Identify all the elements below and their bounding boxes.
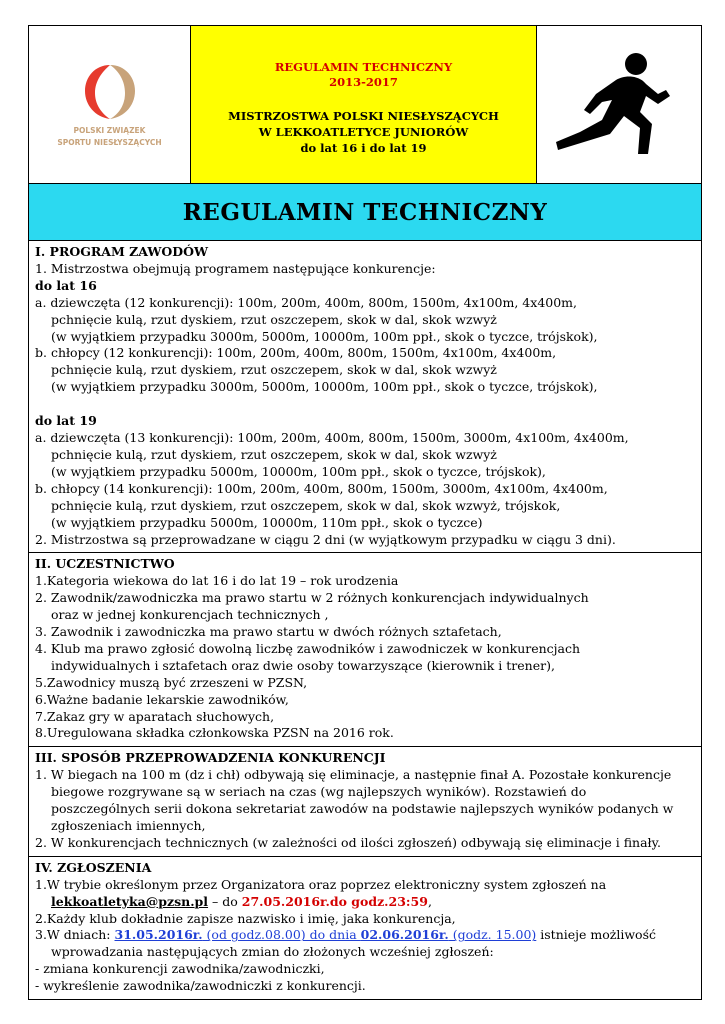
text-line: - zmiana konkurencji zawodnika/zawodniczki,	[35, 961, 325, 977]
text-line: biegowe rozgrywane są w seriach na czas (wg najlepszych wyników). Rozstawień do	[51, 784, 587, 800]
text-line: - wykreślenie zawodnika/zawodniczki z konkurencji.	[35, 978, 366, 994]
text-fragment: istnieje możliwość	[536, 927, 656, 943]
text-line: 1. W biegach na 100 m (dz i chł) odbywają się eliminacje, a następnie finał A. Pozostałe konkurencje	[35, 767, 672, 783]
text-line: 4. Klub ma prawo zgłosić dowolną liczbę zawodników i zawodniczek w konkurencjach	[35, 640, 581, 656]
header	[29, 26, 701, 184]
text-line: 2. W konkurencjach technicznych (w zależności od ilości zgłoszeń) odbywają się eliminacje i finały.	[35, 834, 661, 850]
section-participation	[29, 553, 701, 747]
text-line: b. chłopcy (12 konkurencji): 100m, 200m, 400m, 800m, 1500m, 4x100m, 4x400m,	[35, 345, 557, 361]
title-years: 2013-2017	[329, 75, 398, 89]
change-end-date: 02.06.2016r.	[360, 927, 449, 943]
entries-deadline: 27.05.2016r.do godz.23:59	[241, 893, 428, 909]
section-entries	[29, 857, 701, 999]
age-group-label: do lat 19	[35, 413, 97, 429]
text-line: 7.Zakaz gry w aparatach słuchowych,	[35, 708, 275, 724]
text-line: b. chłopcy (14 konkurencji): 100m, 200m, 400m, 800m, 1500m, 3000m, 4x100m, 4x400m,	[35, 480, 608, 496]
title-age-groups: do lat 16 i do lat 19	[300, 141, 427, 155]
text-line	[35, 927, 693, 944]
text-line: 1.Kategoria wiekowa do lat 16 i do lat 19 – rok urodzenia	[35, 573, 399, 589]
text-line: (w wyjątkiem przypadku 3000m, 5000m, 10000m, 100m ppł., skok o tyczce, trójskok),	[51, 328, 598, 344]
document-frame	[28, 25, 702, 1000]
text-line: 2.Każdy klub dokładnie zapisze nazwisko i imię, jaka konkurencja,	[35, 910, 456, 926]
logo-line-1: POLSKI ZWIĄZEK	[73, 125, 146, 135]
change-start-time: (od godz.08.00) do dnia	[202, 927, 361, 943]
text-line: (w wyjątkiem przypadku 5000m, 10000m, 100m ppł., skok o tyczce, trójskok),	[51, 463, 546, 479]
text-line: (w wyjątkiem przypadku 5000m, 10000m, 110m ppł., skok o tyczce)	[51, 514, 483, 530]
runner-illustration	[537, 26, 701, 183]
section-heading: III. SPOSÓB PRZEPROWADZENIA KONKURENCJI	[35, 750, 386, 766]
text-fragment: ,	[427, 893, 432, 909]
section-heading: I. PROGRAM ZAWODÓW	[35, 244, 209, 259]
change-end-time: (godz. 15.00)	[448, 927, 537, 943]
age-group-label: do lat 16	[35, 277, 97, 293]
section-program	[29, 241, 701, 553]
text-line: 2. Mistrzostwa są przeprowadzane w ciągu 2 dni (w wyjątkowym przypadku w ciągu 3 dni).	[35, 531, 616, 547]
text-line: a. dziewczęta (12 konkurencji): 100m, 200m, 400m, 800m, 1500m, 4x100m, 4x400m,	[35, 294, 577, 310]
text-line: pchnięcie kulą, rzut dyskiem, rzut oszczepem, skok w dal, skok wzwyż, trójskok,	[51, 497, 561, 513]
text-line: poszczególnych serii dokona sekretariat zawodów na podstawie najlepszych wyników podanych w	[51, 801, 674, 817]
pzsn-logo	[29, 26, 191, 183]
text-line: oraz w jednej konkurencjach technicznych ,	[51, 607, 329, 623]
title-regulamin: REGULAMIN TECHNICZNY	[274, 60, 453, 74]
text-fragment: – do	[208, 893, 242, 909]
text-line: (w wyjątkiem przypadku 3000m, 5000m, 10000m, 100m ppł., skok o tyczce, trójskok),	[51, 379, 598, 395]
text-line: 1.W trybie określonym przez Organizatora oraz poprzez elektroniczny system zgłoszeń na	[35, 876, 607, 892]
title-block	[191, 26, 537, 183]
text-line: pchnięcie kulą, rzut dyskiem, rzut oszczepem, skok w dal, skok wzwyż	[51, 362, 497, 378]
text-line: a. dziewczęta (13 konkurencji): 100m, 200m, 400m, 800m, 1500m, 3000m, 4x100m, 4x400m,	[35, 430, 629, 446]
text-line	[35, 894, 693, 911]
title-discipline: W LEKKOATLETYCE JUNIORÓW	[258, 125, 469, 139]
section-heading: II. UCZESTNICTWO	[35, 556, 175, 572]
text-line: 6.Ważne badanie lekarskie zawodników,	[35, 691, 289, 707]
text-line: pchnięcie kulą, rzut dyskiem, rzut oszczepem, skok w dal, skok wzwyż	[51, 311, 497, 327]
section-heading: IV. ZGŁOSZENIA	[35, 859, 152, 875]
text-line: indywidualnych i sztafetach oraz dwie osoby towarzyszące (kierownik i trener),	[51, 657, 555, 673]
text-line: 5.Zawodnicy muszą być zrzeszeni w PZSN,	[35, 674, 308, 690]
entries-email-link[interactable]: lekkoatletyka@pzsn.pl	[51, 893, 209, 909]
text-line: 1. Mistrzostwa obejmują programem następujące konkurencje:	[35, 260, 436, 276]
pzsn-emblem-icon	[79, 61, 141, 123]
change-start-date: 31.05.2016r.	[114, 927, 203, 943]
text-line: 3. Zawodnik i zawodniczka ma prawo startu w dwóch różnych sztafetach,	[35, 624, 502, 640]
text-line: wprowadzania następujących zmian do złożonych wcześniej zgłoszeń:	[51, 944, 494, 960]
logo-line-2: SPORTU NIESŁYSZĄCYCH	[57, 137, 162, 147]
main-title-banner: REGULAMIN TECHNICZNY	[29, 184, 701, 241]
section-conduct	[29, 747, 701, 856]
text-line: 2. Zawodnik/zawodniczka ma prawo startu w 2 różnych konkurencjach indywidualnych	[35, 590, 589, 606]
text-fragment: 3.W dniach:	[35, 927, 115, 943]
text-line: 8.Uregulowana składka członkowska PZSN na 2016 rok.	[35, 725, 394, 741]
text-line: zgłoszeniach imiennych,	[51, 818, 206, 833]
title-championship: MISTRZOSTWA POLSKI NIESŁYSZĄCYCH	[228, 109, 499, 123]
text-line: pchnięcie kulą, rzut dyskiem, rzut oszczepem, skok w dal, skok wzwyż	[51, 446, 497, 462]
runner-icon	[554, 50, 684, 160]
